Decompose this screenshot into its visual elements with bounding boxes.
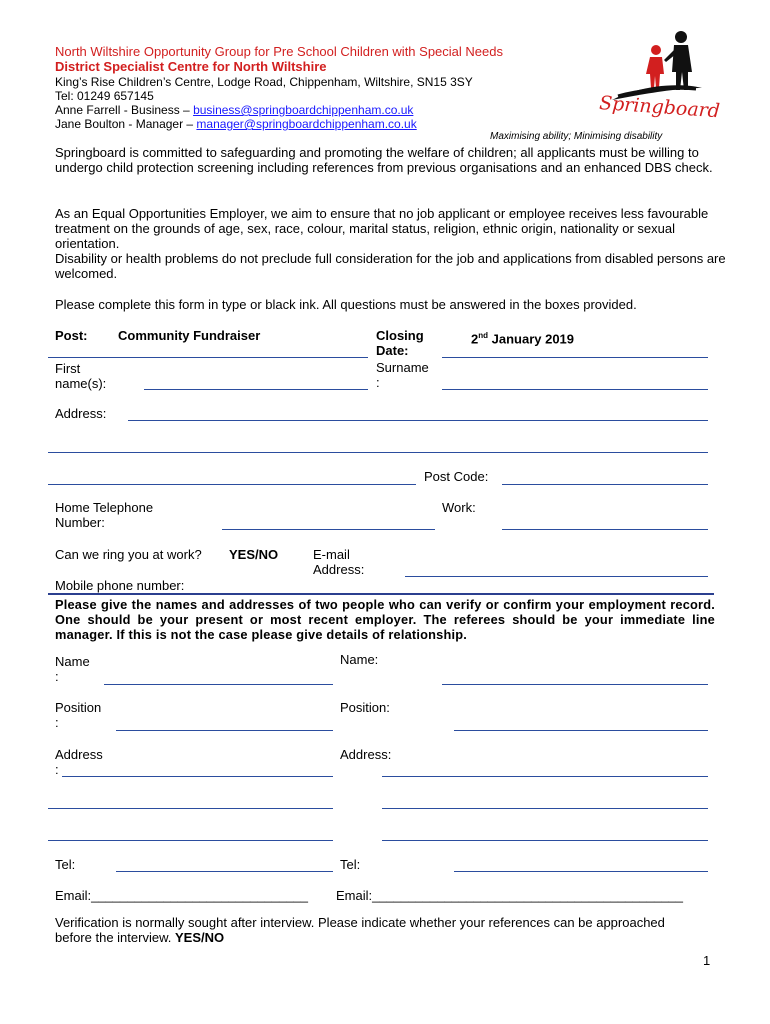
surname-label-1: Surname (376, 360, 429, 375)
safeguarding-paragraph: Springboard is committed to safeguarding and promoting the welfare of children; all applicants must be willing to undergo child protection screening including references from previous organisations and an enhanced DBS check. (55, 145, 713, 175)
closing-label-1: Closing (376, 328, 424, 343)
referee2-email-field[interactable]: Email:___________________________________________ (336, 888, 684, 903)
verification-answer[interactable]: YES/NO (174, 930, 225, 945)
post-code-label: Post Code: (424, 469, 489, 484)
tel-line: Tel: 01249 657145 (55, 89, 154, 103)
logo-text: Springboard (598, 92, 721, 123)
referee1-tel-label: Tel: (55, 857, 76, 872)
post-label: Post: (55, 328, 88, 343)
referee1-address-label-1: Address (55, 747, 103, 762)
contact-manager (55, 117, 417, 131)
contact-business-label: Anne Farrell - Business – (55, 103, 194, 117)
first-name-label-1: First (55, 361, 81, 376)
referee2-address-label: Address: (340, 747, 392, 762)
referee2-address-line-1[interactable] (382, 776, 708, 777)
mobile-phone-label: Mobile phone number: (55, 578, 185, 593)
referee1-address-label-2: : (55, 762, 59, 777)
referee2-position-field[interactable] (454, 730, 708, 731)
email-field[interactable] (405, 576, 708, 577)
first-name-field[interactable] (144, 389, 368, 390)
surname-field[interactable] (442, 389, 708, 390)
tagline: Maximising ability; Minimising disability (490, 131, 663, 142)
equal-opportunities-paragraph: As an Equal Opportunities Employer, we aim to ensure that no job applicant or employee receives less favourable treatment on the grounds of age, sex, race, colour, marital status, religion, ethnic origin, nationality or sexual orientation. (55, 206, 709, 251)
referee1-address-line-1[interactable] (62, 776, 333, 777)
address-field-line-2[interactable] (48, 452, 708, 453)
address-line: King’s Rise Children’s Centre, Lodge Road, Chippenham, Wiltshire, SN15 3SY (55, 75, 473, 89)
referee1-position-label-1: Position (55, 700, 102, 715)
referee1-address-line-2[interactable] (48, 808, 333, 809)
post-value: Community Fundraiser (118, 328, 261, 343)
disability-paragraph: Disability or health problems do not preclude full consideration for the job and applications from disabled persons are welcomed. (55, 251, 726, 281)
closing-day-suffix: nd (478, 331, 489, 340)
home-telephone-label-2: Number: (55, 515, 105, 530)
address-label: Address: (55, 406, 107, 421)
org-line: North Wiltshire Opportunity Group for Pre School Children with Special Needs (55, 44, 503, 59)
closing-month-year: January 2019 (488, 331, 575, 347)
referee2-tel-field[interactable] (454, 871, 708, 872)
referee1-name-label-1: Name (55, 654, 90, 669)
referee2-tel-label: Tel: (340, 857, 361, 872)
home-telephone-label-1: Home Telephone (55, 500, 154, 515)
ring-at-work-answer[interactable]: YES/NO (229, 547, 279, 562)
referee1-name-label-2: : (55, 669, 59, 684)
business-email-link[interactable]: business@springboardchippenham.co.uk (193, 103, 414, 117)
page-number: 1 (703, 953, 711, 968)
address-field-line-1[interactable] (128, 420, 708, 421)
centre-line: District Specialist Centre for North Wiltshire (55, 59, 327, 74)
email-label-2: Address: (313, 562, 365, 577)
references-instructions: Please give the names and addresses of two people who can verify or confirm your employment record. One should be your present or most recent employer. The referees should be your immediate line manager. If this is not the case please give details of relationship. (55, 597, 715, 642)
instructions-paragraph: Please complete this form in type or black ink. All questions must be answered in the boxes provided. (55, 297, 637, 312)
referee1-tel-field[interactable] (116, 871, 333, 872)
closing-day: 2 (471, 331, 479, 347)
manager-email-link[interactable]: manager@springboardchippenham.co.uk (196, 117, 417, 131)
referee2-address-line-3[interactable] (382, 840, 708, 841)
ring-at-work-question: Can we ring you at work? (55, 547, 202, 562)
referee1-position-label-2: : (55, 715, 59, 730)
work-telephone-field[interactable] (502, 529, 708, 530)
first-name-label-2: name(s): (55, 376, 107, 391)
springboard-logo (598, 28, 721, 132)
post-underline (48, 357, 368, 358)
referee2-name-field[interactable] (442, 684, 708, 685)
email-label-1: E-mail (313, 547, 350, 562)
referee1-position-field[interactable] (116, 730, 333, 731)
surname-label-2: : (376, 375, 380, 390)
home-telephone-field[interactable] (222, 529, 435, 530)
address-field-line-3[interactable] (48, 484, 416, 485)
contact-manager-label: Jane Boulton - Manager – (55, 117, 197, 131)
contact-business (55, 103, 413, 117)
referee1-name-field[interactable] (104, 684, 333, 685)
closing-date (471, 328, 574, 346)
referee2-position-label: Position: (340, 700, 390, 715)
referee1-address-line-3[interactable] (48, 840, 333, 841)
referee1-email-field[interactable]: Email:______________________________ (55, 888, 309, 903)
work-telephone-label: Work: (442, 500, 476, 515)
mobile-phone-field[interactable] (48, 593, 714, 595)
referee2-name-label: Name: (340, 652, 379, 667)
closing-underline (442, 357, 708, 358)
referee2-address-line-2[interactable] (382, 808, 708, 809)
post-code-field[interactable] (502, 484, 708, 485)
verification-text: Verification is normally sought after interview. Please indicate whether your references can be approached before the interview. (55, 915, 665, 945)
closing-label-2: Date: (376, 343, 409, 358)
verification-paragraph (55, 915, 695, 945)
